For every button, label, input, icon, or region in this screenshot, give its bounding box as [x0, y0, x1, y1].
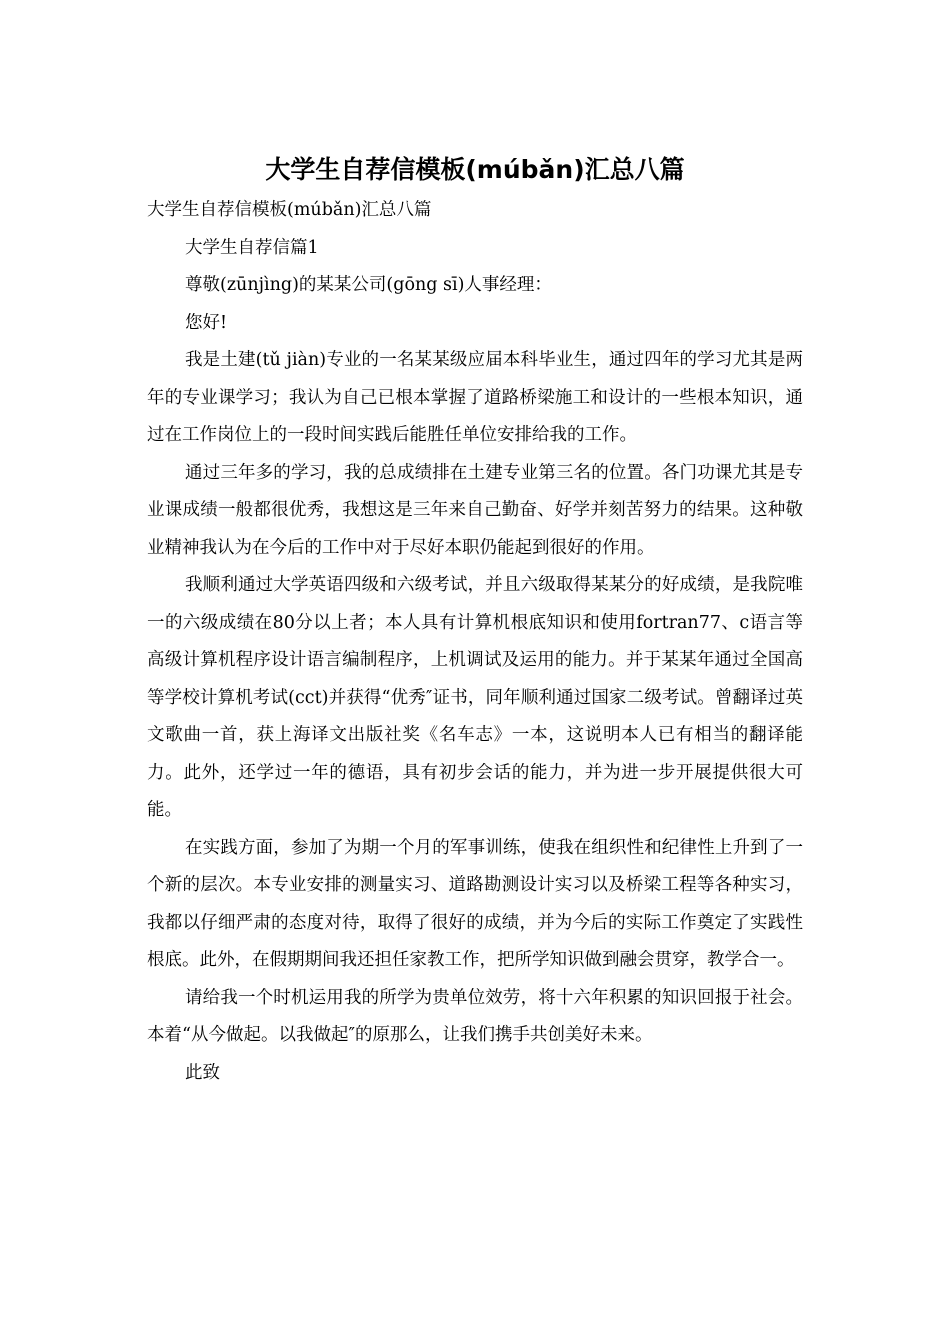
salutation-paragraph: 尊敬(zūnjìng)的某某公司(gōng sī)人事经理： [185, 275, 552, 295]
greeting-paragraph: 您好! [185, 312, 228, 333]
document-body [147, 192, 803, 1092]
body-paragraph-intro: 我是土建(tǔ jiàn)专业的一名某某级应届本科毕业生，通过四年的学习尤其是两年的专业课学习；我认为自己已根本掌握了道路桥梁施工和设计的一些根本知识，通过在工作岗位上的一段时间实践后能胜任单位安排给我的工作。 [147, 350, 803, 445]
body-paragraph-skills: 我顺利通过大学英语四级和六级考试，并且六级取得某某分的好成绩，是我院唯一的六级成绩在80分以上者；本人具有计算机根底知识和使用fortran77、c语言等高级计算机程序设计语言编制程序，上机调试及运用的能力。并于某某年通过全国高等学校计算机考试(cct)并获得“优秀″证书，同年顺利通过国家二级考试。曾翻译过英文歌曲一首，获上海译文出版社奖《名车志》一本，这说明本人已有相当的翻译能力。此外，还学过一年的德语，具有初步会话的能力，并为进一步开展提供很大可能。 [147, 575, 803, 820]
body-paragraph-grades: 通过三年多的学习，我的总成绩排在土建专业第三名的位置。各门功课尤其是专业课成绩一般都很优秀，我想这是三年来自己勤奋、好学并刻苦努力的结果。这种敬业精神我认为在今后的工作中对于尽好本职仍能起到很好的作用。 [147, 462, 803, 558]
closing-paragraph: 此致 [185, 1062, 220, 1083]
body-paragraph-request: 请给我一个时机运用我的所学为贵单位效劳，将十六年积累的知识回报于社会。本着“从今做起。以我做起″的原那么，让我们携手共创美好未来。 [147, 987, 803, 1045]
subtitle-paragraph: 大学生自荐信模板(múbǎn)汇总八篇 [147, 200, 432, 220]
section-heading: 大学生自荐信篇1 [185, 237, 319, 258]
document-title: 大学生自荐信模板(múbǎn)汇总八篇 [265, 155, 685, 184]
body-paragraph-practice: 在实践方面，参加了为期一个月的军事训练，使我在组织性和纪律性上升到了一个新的层次。本专业安排的测量实习、道路勘测设计实习以及桥梁工程等各种实习，我都以仔细严肃的态度对待，取得了很好的成绩，并为今后的实际工作奠定了实践性根底。此外，在假期期间我还担任家教工作，把所学知识做到融会贯穿，教学合一。 [147, 837, 803, 970]
